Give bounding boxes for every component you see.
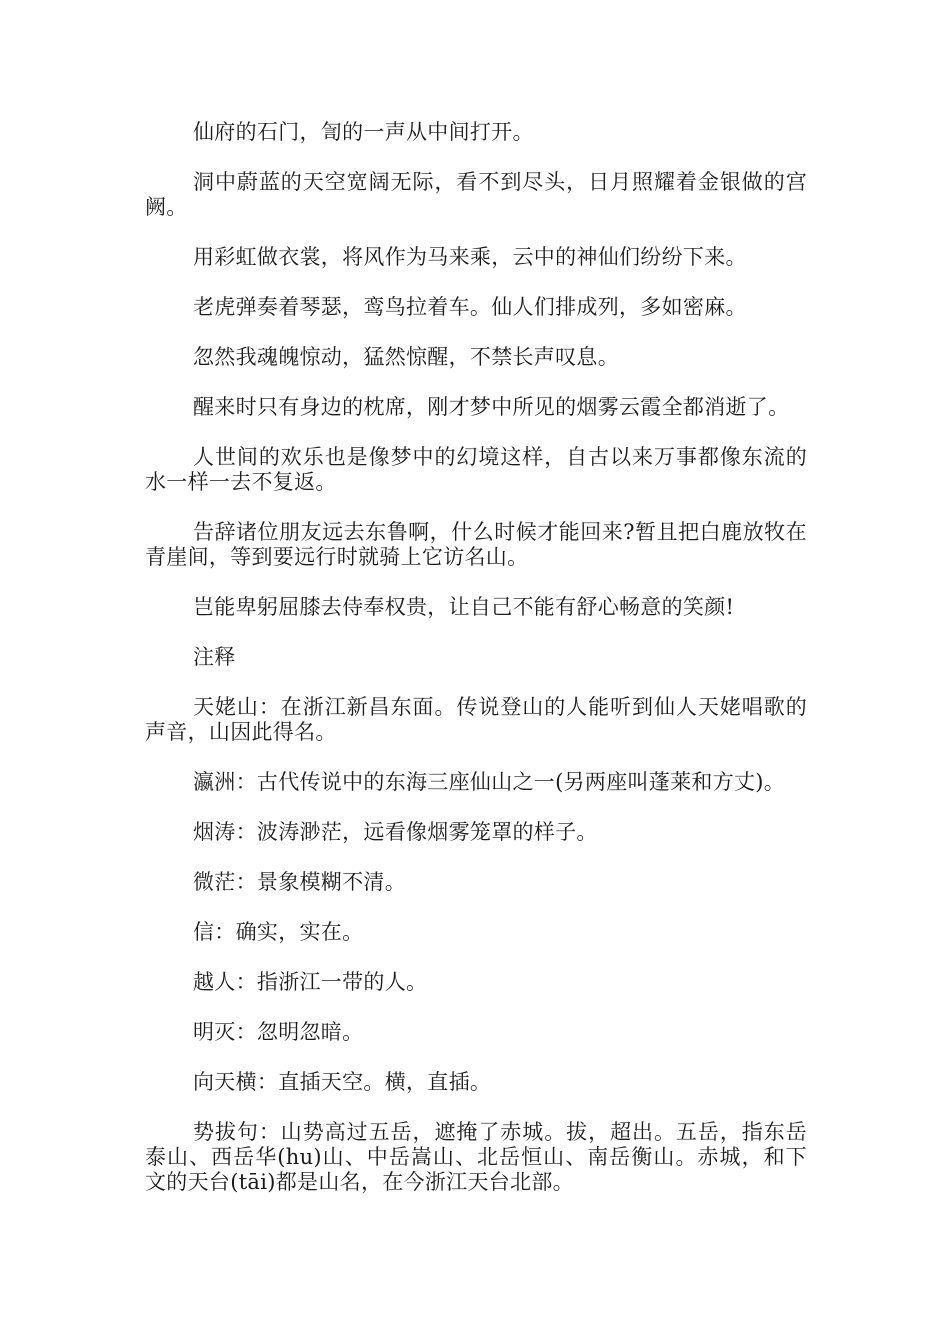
paragraph: 忽然我魂魄惊动，猛然惊醒，不禁长声叹息。: [193, 345, 619, 369]
paragraph: 告辞诸位朋友远去东鲁啊，什么时候才能回来?暂且把白鹿放牧在青崖间，等到要远行时就骑上它访名山。: [145, 520, 807, 569]
paragraph: 岂能卑躬屈膝去侍奉权贵，让自己不能有舒心畅意的笑颜!: [193, 595, 735, 619]
note-item: 信：确实，实在。: [193, 920, 364, 944]
note-item: 越人：指浙江一带的人。: [193, 970, 428, 994]
note-item: 瀛洲：古代传说中的东海三座仙山之一(另两座叫蓬莱和方丈)。: [193, 770, 786, 794]
paragraph: 醒来时只有身边的枕席，刚才梦中所见的烟雾云霞全都消逝了。: [193, 395, 790, 419]
paragraph: 仙府的石门，訇的一声从中间打开。: [193, 120, 534, 144]
paragraph: 洞中蔚蓝的天空宽阔无际，看不到尽头，日月照耀着金银做的宫阙。: [145, 170, 807, 219]
note-item: 明灭：忽明忽暗。: [193, 1020, 364, 1044]
paragraph: 用彩虹做衣裳，将风作为马来乘，云中的神仙们纷纷下来。: [193, 245, 747, 269]
note-item: 烟涛：波涛渺茫，远看像烟雾笼罩的样子。: [193, 820, 598, 844]
note-item: 向天横：直插天空。横，直插。: [193, 1070, 492, 1094]
note-item: 微茫：景象模糊不清。: [193, 870, 406, 894]
paragraph: 老虎弹奏着琴瑟，鸾鸟拉着车。仙人们排成列，多如密麻。: [193, 295, 747, 319]
notes-heading: 注释: [193, 645, 236, 669]
note-item: 天姥山：在浙江新昌东面。传说登山的人能听到仙人天姥唱歌的声音，山因此得名。: [145, 695, 807, 744]
note-item: 势拔句：山势高过五岳，遮掩了赤城。拔，超出。五岳，指东岳泰山、西岳华(hu)山、中岳嵩山、北岳恒山、南岳衡山。赤城，和下文的天台(tāi)都是山名，在今浙江天台北部。: [145, 1120, 807, 1194]
paragraph: 人世间的欢乐也是像梦中的幻境这样，自古以来万事都像东流的水一样一去不复返。: [145, 445, 807, 494]
document-body: [145, 120, 807, 1220]
